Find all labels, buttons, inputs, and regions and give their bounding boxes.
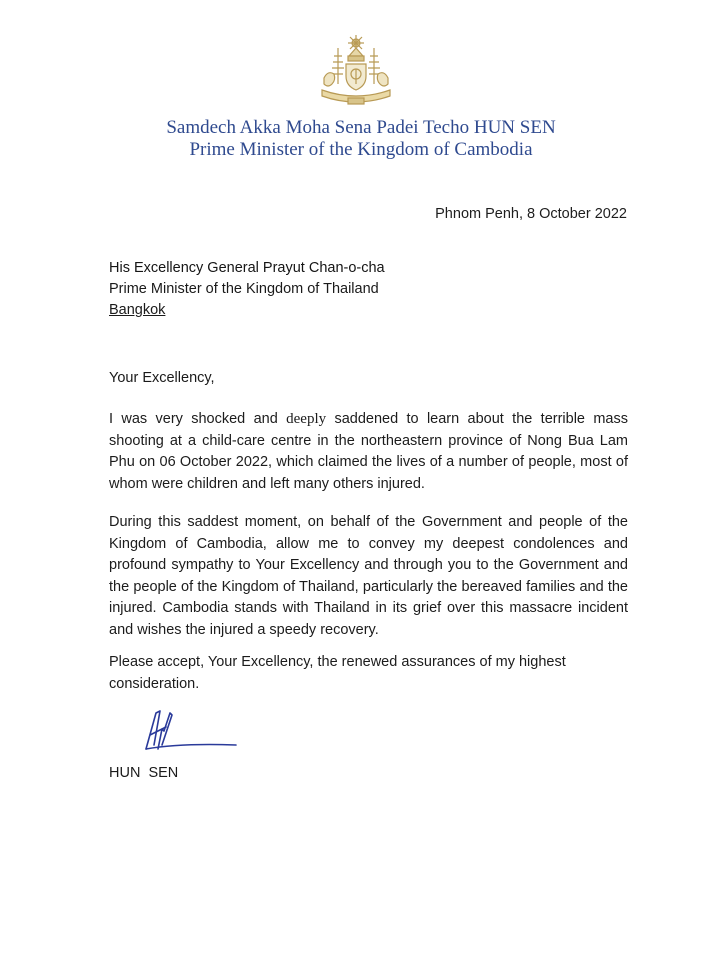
p1-text-start: I was very shocked and bbox=[109, 411, 287, 427]
body-paragraph-1 bbox=[109, 409, 628, 495]
signature-icon bbox=[140, 705, 240, 755]
recipient-office: Prime Minister of the Kingdom of Thailand bbox=[109, 281, 379, 297]
royal-arms-emblem-icon bbox=[318, 34, 394, 108]
salutation: Your Excellency, bbox=[109, 370, 215, 386]
date-line: Phnom Penh, 8 October 2022 bbox=[435, 206, 627, 222]
p1-serif-word: deeply bbox=[286, 411, 327, 427]
p1-text-end: saddened to learn about the terrible mass shooting at a child-care centre in the northeastern province of Nong Bua Lam Phu on 06 October 2022, which claimed the lives of a number of people, most of whom were children and left many others injured. bbox=[109, 411, 628, 492]
recipient-city: Bangkok bbox=[109, 302, 166, 318]
body-paragraph-3: Please accept, Your Excellency, the renewed assurances of my highest consideration. bbox=[109, 654, 566, 692]
recipient-block bbox=[109, 258, 385, 321]
sender-office: Prime Minister of the Kingdom of Cambodia bbox=[189, 139, 533, 160]
body-paragraph-2: During this saddest moment, on behalf of the Government and people of the Kingdom of Cambodia, allow me to convey my deepest condolences and profound sympathy to Your Excellency and through you to the Government and the people of the Kingdom of Thailand, particularly the bereaved families and the injured. Cambodia stands with Thailand in its grief over this massacre incident and wishes the injured a speedy recovery. bbox=[109, 514, 628, 638]
recipient-name: His Excellency General Prayut Chan-o-cha bbox=[109, 260, 385, 276]
sender-title: Samdech Akka Moha Sena Padei Techo HUN SEN bbox=[166, 117, 556, 138]
signer-name: HUN SEN bbox=[109, 765, 179, 781]
